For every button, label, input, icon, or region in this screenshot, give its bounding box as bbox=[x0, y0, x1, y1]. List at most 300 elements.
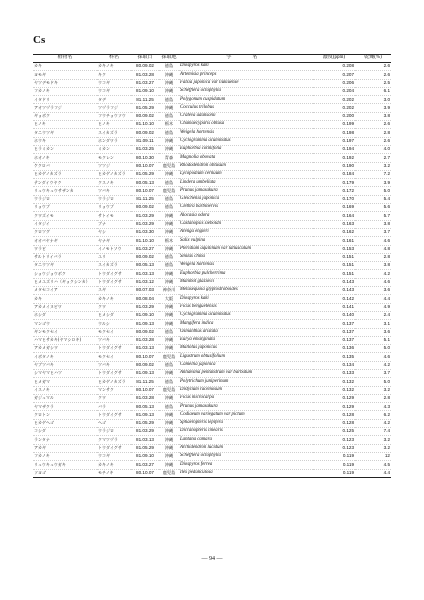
cell-concentration: 0.129 bbox=[313, 394, 355, 402]
table-row bbox=[33, 121, 391, 129]
cell-family: クワ bbox=[97, 303, 131, 311]
cell-plant-name: リュウキュウサザンカ bbox=[33, 187, 97, 195]
cell-place: 沖縄 bbox=[159, 336, 179, 344]
table-row bbox=[33, 452, 391, 460]
cell-concentration: 0.137 bbox=[313, 320, 355, 328]
table-row bbox=[33, 162, 391, 170]
table-body bbox=[33, 63, 391, 478]
cell-scientific-name: Distylium racemosum bbox=[179, 386, 313, 394]
cell-date: 80.05.13 bbox=[131, 403, 159, 411]
cell-concentration: 0.202 bbox=[313, 104, 355, 112]
cell-concentration: 0.207 bbox=[313, 71, 355, 79]
cell-place: 徳島 bbox=[159, 179, 179, 187]
table-row bbox=[33, 262, 391, 270]
cell-date: 80.09.02 bbox=[131, 328, 159, 336]
cell-place: 徳島 bbox=[159, 96, 179, 104]
cell-scientific-name: Ligustrum obtusifolium bbox=[179, 353, 313, 361]
header-dry-ratio: 乾燥(%) bbox=[355, 55, 391, 63]
cell-place: 沖縄 bbox=[159, 212, 179, 220]
cell-concentration: 0.194 bbox=[313, 145, 355, 153]
cell-scientific-name: Salix vulpina bbox=[179, 237, 313, 245]
cell-plant-name: フカノキ bbox=[33, 452, 97, 460]
cell-dry-ratio: 5.4 bbox=[355, 195, 391, 203]
cell-dry-ratio: 2.4 bbox=[355, 311, 391, 319]
cell-date: 80.10.07 bbox=[131, 162, 159, 170]
cell-plant-name: ホシダ bbox=[33, 311, 97, 319]
cell-dry-ratio: 3.6 bbox=[355, 328, 391, 336]
cell-date: 81.03.27 bbox=[131, 245, 159, 253]
cell-place: 沖縄 bbox=[159, 428, 179, 436]
cell-place: 沖縄 bbox=[159, 79, 179, 87]
cell-plant-name: ヒカゲノカズラ bbox=[33, 170, 97, 178]
cell-family: トウダイグサ bbox=[97, 345, 131, 353]
cell-dry-ratio: 4.5 bbox=[355, 461, 391, 469]
cell-date: 81.05.29 bbox=[131, 104, 159, 112]
cell-family: ヤナギ bbox=[97, 237, 131, 245]
cell-concentration: 0.135 bbox=[313, 353, 355, 361]
cell-place: 沖縄 bbox=[159, 104, 179, 112]
cell-scientific-name: Cyclogramma acuminatus bbox=[179, 137, 313, 145]
table-row bbox=[33, 96, 391, 104]
cell-plant-name: ショウジョウボク bbox=[33, 270, 97, 278]
cell-concentration: 0.136 bbox=[313, 345, 355, 353]
cell-scientific-name: Schefflera octophylla bbox=[179, 87, 313, 95]
cell-place: 沖縄 bbox=[159, 311, 179, 319]
cell-family: ツバキ bbox=[97, 187, 131, 195]
cell-family: ツツジ bbox=[97, 162, 131, 170]
cell-dry-ratio: 5.0 bbox=[355, 187, 391, 195]
cell-date: 81.11.25 bbox=[131, 378, 159, 386]
cell-plant-name: イスノキ bbox=[33, 386, 97, 394]
cell-family: フウチョウソウ bbox=[97, 112, 131, 120]
cell-place: 沖縄 bbox=[159, 278, 179, 286]
cell-family: ウコギ bbox=[97, 79, 131, 87]
cell-scientific-name: Osmanthus aristata bbox=[179, 328, 313, 336]
cell-family: ヒメシダ bbox=[97, 311, 131, 319]
cell-family: タデ bbox=[97, 96, 131, 104]
cell-place: 徳島 bbox=[159, 129, 179, 137]
cell-place: 沖縄 bbox=[159, 270, 179, 278]
cell-place: 鹿児島 bbox=[159, 162, 179, 170]
cell-plant-name: リョウブ bbox=[33, 204, 97, 212]
cell-scientific-name: Alocasia odora bbox=[179, 212, 313, 220]
cell-family: モチノキ bbox=[97, 469, 131, 477]
cell-plant-name: ケクロバ bbox=[33, 162, 97, 170]
cell-scientific-name: Castanopsis sieboldii bbox=[179, 220, 313, 228]
cell-scientific-name: Lantana camara bbox=[179, 436, 313, 444]
table-row bbox=[33, 444, 391, 452]
cell-scientific-name: Mallotus japonicus bbox=[179, 345, 313, 353]
cell-place: 徳島 bbox=[159, 361, 179, 369]
table-row bbox=[33, 461, 391, 469]
cell-concentration: 0.129 bbox=[313, 403, 355, 411]
cell-date: 81.11.25 bbox=[131, 96, 159, 104]
cell-family: ヤシ bbox=[97, 228, 131, 236]
cell-concentration: 0.123 bbox=[313, 444, 355, 452]
cell-date: 81.03.13 bbox=[131, 436, 159, 444]
table-row bbox=[33, 63, 391, 71]
cell-concentration: 0.119 bbox=[313, 452, 355, 460]
cell-dry-ratio: 2.5 bbox=[355, 79, 391, 87]
page-number: — 94 — bbox=[201, 556, 223, 562]
cell-concentration: 0.162 bbox=[313, 228, 355, 236]
table-row bbox=[33, 419, 391, 427]
table-row bbox=[33, 394, 391, 402]
table-row bbox=[33, 195, 391, 203]
cell-place: 沖縄 bbox=[159, 228, 179, 236]
cell-scientific-name: Prunus jamasakura bbox=[179, 187, 313, 195]
cell-place: 鹿児島 bbox=[159, 187, 179, 195]
cell-plant-name: ホウキ bbox=[33, 137, 97, 145]
cell-dry-ratio: 6.2 bbox=[355, 411, 391, 419]
cell-place: 鹿児島 bbox=[159, 386, 179, 394]
cell-dry-ratio: 3.7 bbox=[355, 228, 391, 236]
cell-concentration: 0.172 bbox=[313, 187, 355, 195]
cell-date: 81.09.11 bbox=[131, 137, 159, 145]
cell-place: 沖縄 bbox=[159, 461, 179, 469]
cell-plant-name: クロトン bbox=[33, 411, 97, 419]
cell-plant-name: ウラジロ bbox=[33, 195, 97, 203]
cell-place: 大阪 bbox=[159, 295, 179, 303]
cell-dry-ratio: 3.9 bbox=[355, 104, 391, 112]
cell-concentration: 0.137 bbox=[313, 336, 355, 344]
header-concentration: 濃度(ppm) bbox=[313, 55, 355, 63]
cell-dry-ratio: 2.6 bbox=[355, 137, 391, 145]
cell-place: 徳島 bbox=[159, 328, 179, 336]
cell-dry-ratio: 3.8 bbox=[355, 262, 391, 270]
cell-date: 81.09.10 bbox=[131, 87, 159, 95]
cell-family: ヘゴ bbox=[97, 419, 131, 427]
cell-dry-ratio: 5.0 bbox=[355, 378, 391, 386]
cell-concentration: 0.142 bbox=[313, 295, 355, 303]
cell-scientific-name: Lindera umbellata bbox=[179, 179, 313, 187]
table-row bbox=[33, 170, 391, 178]
cell-plant-name: ヒラミカン bbox=[33, 145, 97, 153]
table-row bbox=[33, 378, 391, 386]
cell-dry-ratio: 7.2 bbox=[355, 170, 391, 178]
cell-scientific-name: Sphaeropteris lepifera bbox=[179, 419, 313, 427]
table-row bbox=[33, 403, 391, 411]
header-plant-name: 植物名 bbox=[33, 55, 97, 63]
table-row bbox=[33, 129, 391, 137]
cell-family: ホンダワラ bbox=[97, 137, 131, 145]
cell-family: カキノキ bbox=[97, 295, 131, 303]
cell-place: 鹿児島 bbox=[159, 469, 179, 477]
cell-concentration: 0.119 bbox=[313, 469, 355, 477]
cell-place: 栃木 bbox=[159, 121, 179, 129]
cell-scientific-name: Ilex pedunculosa bbox=[179, 469, 313, 477]
cell-date: 81.09.13 bbox=[131, 411, 159, 419]
cell-date: 81.09.10 bbox=[131, 311, 159, 319]
cell-dry-ratio: 3.1 bbox=[355, 320, 391, 328]
cell-concentration: 0.151 bbox=[313, 270, 355, 278]
cell-family: ツヅラフジ bbox=[97, 104, 131, 112]
table-row bbox=[33, 278, 391, 286]
cell-dry-ratio: 2.7 bbox=[355, 154, 391, 162]
cell-date: 81.03.28 bbox=[131, 336, 159, 344]
cell-family: カキノキ bbox=[97, 461, 131, 469]
cell-plant-name: サルトリイバラ bbox=[33, 253, 97, 261]
cell-family: モクレン bbox=[97, 154, 131, 162]
cell-family: ウルシ bbox=[97, 320, 131, 328]
cell-family: イノモトソウ bbox=[97, 245, 131, 253]
cell-scientific-name: Eurya emarginata bbox=[179, 336, 313, 344]
cell-plant-name: ヒカゲヘゴ bbox=[33, 419, 97, 427]
cell-place: 沖縄 bbox=[159, 137, 179, 145]
cell-dry-ratio: 3.7 bbox=[355, 369, 391, 377]
cell-concentration: 0.125 bbox=[313, 428, 355, 436]
table-row bbox=[33, 287, 391, 295]
cell-place: 沖縄 bbox=[159, 303, 179, 311]
cell-place: 徳島 bbox=[159, 253, 179, 261]
cell-family: スギ bbox=[97, 287, 131, 295]
cell-dry-ratio: 4.6 bbox=[355, 278, 391, 286]
table-row bbox=[33, 179, 391, 187]
cell-scientific-name: Camellia japonica bbox=[179, 361, 313, 369]
plant-concentration-table bbox=[33, 54, 391, 478]
cell-place: 沖縄 bbox=[159, 411, 179, 419]
cell-family: サトイモ bbox=[97, 212, 131, 220]
cell-scientific-name: Fatsia japonica var liukiuense bbox=[179, 79, 313, 87]
cell-dry-ratio: 2.8 bbox=[355, 394, 391, 402]
cell-concentration: 0.137 bbox=[313, 328, 355, 336]
cell-date: 80.10.30 bbox=[131, 154, 159, 162]
cell-scientific-name: Lycopodium cernuum bbox=[179, 170, 313, 178]
table-row bbox=[33, 220, 391, 228]
cell-family: トウダイグサ bbox=[97, 270, 131, 278]
cell-scientific-name: Mangifera indica bbox=[179, 320, 313, 328]
cell-family: ブナ bbox=[97, 220, 131, 228]
cell-concentration: 0.198 bbox=[313, 129, 355, 137]
cell-family: クワ bbox=[97, 394, 131, 402]
cell-date: 80.09.02 bbox=[131, 112, 159, 120]
table-row bbox=[33, 112, 391, 120]
cell-dry-ratio: 3.2 bbox=[355, 386, 391, 394]
cell-date: 80.09.02 bbox=[131, 63, 159, 71]
cell-plant-name: アカメガシワ bbox=[33, 345, 97, 353]
cell-plant-name: リュウキュウガキ bbox=[33, 461, 97, 469]
cell-plant-name: ヤツデモドキ bbox=[33, 79, 97, 87]
table-row bbox=[33, 187, 391, 195]
cell-concentration: 0.208 bbox=[313, 63, 355, 71]
cell-concentration: 0.128 bbox=[313, 411, 355, 419]
table-row bbox=[33, 253, 391, 261]
cell-scientific-name: Polytrichum juniperinum bbox=[179, 378, 313, 386]
cell-plant-name: タニウツギ bbox=[33, 262, 97, 270]
table-row bbox=[33, 361, 391, 369]
cell-family: バラ bbox=[97, 403, 131, 411]
cell-place: 沖縄 bbox=[159, 71, 179, 79]
cell-plant-name: ランタナ bbox=[33, 436, 97, 444]
cell-date: 80.08.04 bbox=[131, 295, 159, 303]
cell-dry-ratio: 4.9 bbox=[355, 303, 391, 311]
table-header-row bbox=[33, 55, 391, 63]
cell-date: 81.03.27 bbox=[131, 79, 159, 87]
cell-family: キク bbox=[97, 71, 131, 79]
cell-plant-name: アカギ bbox=[33, 444, 97, 452]
cell-scientific-name: Polygonum cuspidatum bbox=[179, 96, 313, 104]
cell-family: トウダイグサ bbox=[97, 369, 131, 377]
cell-place: 徳島 bbox=[159, 403, 179, 411]
cell-dry-ratio: 6.1 bbox=[355, 87, 391, 95]
cell-family: ツバキ bbox=[97, 336, 131, 344]
cell-dry-ratio: 4.2 bbox=[355, 270, 391, 278]
cell-concentration: 0.151 bbox=[313, 253, 355, 261]
table-row bbox=[33, 345, 391, 353]
cell-scientific-name: Arenga engleri bbox=[179, 228, 313, 236]
cell-scientific-name: Ficus benguetensis bbox=[179, 303, 313, 311]
cell-dry-ratio: 7.4 bbox=[355, 428, 391, 436]
cell-date: 80.10.07 bbox=[131, 386, 159, 394]
table-row bbox=[33, 145, 391, 153]
cell-concentration: 0.197 bbox=[313, 137, 355, 145]
cell-date: 81.03.27 bbox=[131, 461, 159, 469]
cell-date: 81.03.13 bbox=[131, 270, 159, 278]
cell-concentration: 0.163 bbox=[313, 220, 355, 228]
cell-date: 81.05.29 bbox=[131, 444, 159, 452]
cell-family: クスノキ bbox=[97, 179, 131, 187]
cell-concentration: 0.184 bbox=[313, 170, 355, 178]
cell-date: 81.09.13 bbox=[131, 369, 159, 377]
table-row bbox=[33, 311, 391, 319]
cell-date: 81.05.29 bbox=[131, 170, 159, 178]
cell-concentration: 0.143 bbox=[313, 287, 355, 295]
cell-family: リョウブ bbox=[97, 204, 131, 212]
cell-dry-ratio: 3.8 bbox=[355, 112, 391, 120]
cell-concentration: 0.141 bbox=[313, 303, 355, 311]
cell-date: 80.10.07 bbox=[131, 187, 159, 195]
cell-scientific-name: Artemisia princeps bbox=[179, 71, 313, 79]
cell-date: 81.09.10 bbox=[131, 452, 159, 460]
cell-concentration: 0.190 bbox=[313, 162, 355, 170]
cell-date: 81.03.29 bbox=[131, 220, 159, 228]
cell-date: 80.10.07 bbox=[131, 469, 159, 477]
cell-scientific-name: Schefflera octophylla bbox=[179, 452, 313, 460]
table-row bbox=[33, 469, 391, 477]
cell-scientific-name: Metasequoia glyptostroboides bbox=[179, 287, 313, 295]
table-row bbox=[33, 270, 391, 278]
cell-dry-ratio: 5.0 bbox=[355, 345, 391, 353]
cell-plant-name: クロツグ bbox=[33, 228, 97, 236]
cell-concentration: 0.119 bbox=[313, 461, 355, 469]
cell-concentration: 0.170 bbox=[313, 195, 355, 203]
table-row bbox=[33, 204, 391, 212]
cell-concentration: 0.140 bbox=[313, 311, 355, 319]
table-row bbox=[33, 295, 391, 303]
cell-scientific-name: Diospyros ferrea bbox=[179, 461, 313, 469]
cell-family: ウラジロ bbox=[97, 195, 131, 203]
cell-place: 徳島 bbox=[159, 204, 179, 212]
table-row bbox=[33, 79, 391, 87]
cell-dry-ratio: 3.2 bbox=[355, 444, 391, 452]
cell-dry-ratio: 3.6 bbox=[355, 287, 391, 295]
cell-concentration: 0.132 bbox=[313, 386, 355, 394]
cell-place: 沖縄 bbox=[159, 87, 179, 95]
table-row bbox=[33, 336, 391, 344]
cell-place: 沖縄 bbox=[159, 220, 179, 228]
cell-family: カキノキ bbox=[97, 63, 131, 71]
table-row bbox=[33, 137, 391, 145]
cell-plant-name: イタジイ bbox=[33, 220, 97, 228]
cell-concentration: 0.151 bbox=[313, 262, 355, 270]
cell-plant-name: カキ bbox=[33, 63, 97, 71]
table-row bbox=[33, 328, 391, 336]
cell-plant-name: シマヤマヒハツ bbox=[33, 369, 97, 377]
cell-dry-ratio: 12 bbox=[355, 452, 391, 460]
cell-place: 徳島 bbox=[159, 112, 179, 120]
cell-scientific-name: Crateva adansonii bbox=[179, 112, 313, 120]
cell-place: 徳島 bbox=[159, 262, 179, 270]
cell-dry-ratio: 4.6 bbox=[355, 237, 391, 245]
cell-plant-name: ギンモクセイ bbox=[33, 328, 97, 336]
cell-dry-ratio: 4.2 bbox=[355, 361, 391, 369]
cell-plant-name: アオツヅラフジ bbox=[33, 104, 97, 112]
cell-plant-name: ホオノキ bbox=[33, 154, 97, 162]
cell-place: 鹿児島 bbox=[159, 353, 179, 361]
cell-date: 80.10.07 bbox=[131, 353, 159, 361]
cell-plant-name: ハマヒサカキ(ヤマシロキ) bbox=[33, 336, 97, 344]
cell-family: マンサク bbox=[97, 386, 131, 394]
cell-dry-ratio: 2.8 bbox=[355, 253, 391, 261]
cell-dry-ratio: 3.2 bbox=[355, 436, 391, 444]
cell-scientific-name: Magnolia obovata bbox=[179, 154, 313, 162]
cell-date: 81.03.28 bbox=[131, 394, 159, 402]
cell-family: ミカン bbox=[97, 145, 131, 153]
cell-family: ヒノキ bbox=[97, 121, 131, 129]
cell-place: 徳島 bbox=[159, 63, 179, 71]
cell-date: 81.03.29 bbox=[131, 303, 159, 311]
cell-scientific-name: Archidendron lucidum bbox=[179, 444, 313, 452]
header-family: 科名 bbox=[97, 55, 131, 63]
cell-place: 沖縄 bbox=[159, 452, 179, 460]
cell-plant-name: ワラビ bbox=[33, 245, 97, 253]
cell-scientific-name: Manihot glaziovii bbox=[179, 278, 313, 286]
cell-scientific-name: Dicranopteris linearis bbox=[179, 428, 313, 436]
table-row bbox=[33, 154, 391, 162]
cell-date: 80.05.13 bbox=[131, 262, 159, 270]
cell-date: 81.03.25 bbox=[131, 145, 159, 153]
cell-concentration: 0.179 bbox=[313, 179, 355, 187]
cell-family: ヒカゲノカズラ bbox=[97, 378, 131, 386]
cell-concentration: 0.153 bbox=[313, 245, 355, 253]
cell-family: ツバキ bbox=[97, 361, 131, 369]
cell-concentration: 0.204 bbox=[313, 87, 355, 95]
cell-concentration: 0.192 bbox=[313, 154, 355, 162]
cell-date: 81.03.29 bbox=[131, 212, 159, 220]
table-row bbox=[33, 436, 391, 444]
cell-date: 81.03.13 bbox=[131, 345, 159, 353]
cell-scientific-name: Ficus microcarpa bbox=[179, 394, 313, 402]
cell-plant-name: ヒノキ bbox=[33, 121, 97, 129]
cell-date: 80.09.02 bbox=[131, 253, 159, 261]
cell-scientific-name: Euphorbia cotinifolia bbox=[179, 145, 313, 153]
cell-dry-ratio: 4.4 bbox=[355, 295, 391, 303]
cell-concentration: 0.134 bbox=[313, 361, 355, 369]
cell-concentration: 0.169 bbox=[313, 204, 355, 212]
cell-family: ウコギ bbox=[97, 87, 131, 95]
cell-plant-name: フカノキ bbox=[33, 87, 97, 95]
cell-scientific-name: Diospyros kaki bbox=[179, 295, 313, 303]
cell-family: クマツヅラ bbox=[97, 436, 131, 444]
cell-place: 沖縄 bbox=[159, 444, 179, 452]
cell-concentration: 0.202 bbox=[313, 96, 355, 104]
cell-dry-ratio: 3.2 bbox=[355, 162, 391, 170]
table-row bbox=[33, 228, 391, 236]
table-row bbox=[33, 320, 391, 328]
table-row bbox=[33, 353, 391, 361]
cell-plant-name: テンダイウヤク bbox=[33, 179, 97, 187]
cell-concentration: 0.123 bbox=[313, 436, 355, 444]
